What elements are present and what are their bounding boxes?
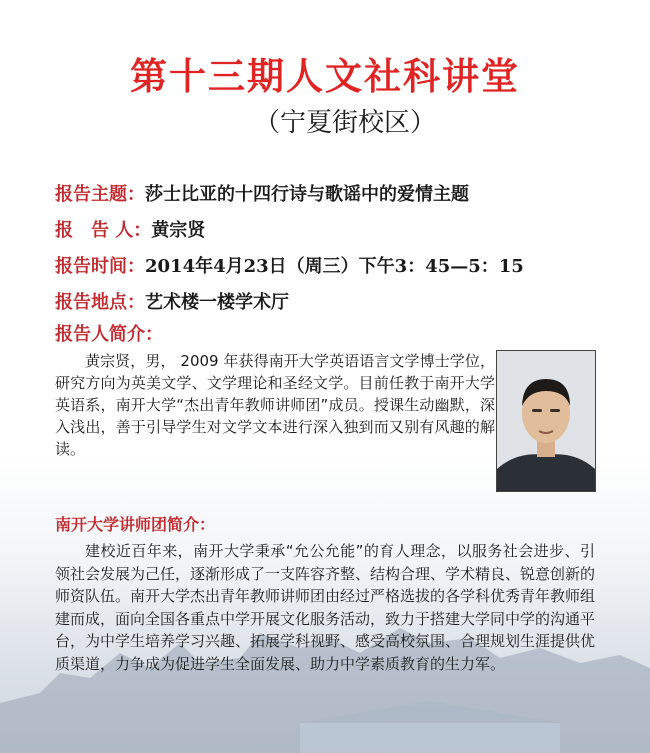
speaker-label: 报 告 人： [55,220,152,241]
bio-text: 黄宗贤，男， 2009 年获得南开大学英语语言文学博士学位，研究方向为英美文学、文学理论和圣经文学。目前任教于南开大学英语系，南开大学“杰出青年教师讲师团”成员。授课生动幽默，深入浅出，善于引导学生对文学文本进行深入独到而又别有风趣的解读。 [55,352,495,458]
topic-value: 莎士比亚的十四行诗与歌谣中的爱情主题 [145,184,469,205]
topic-label: 报告主题： [55,184,145,205]
poster-subtitle: （宁夏街校区） [253,108,436,138]
info-place [55,288,289,314]
info-time [55,252,524,278]
bio-heading: 报告人简介： [55,324,163,345]
speaker-portrait-icon [497,351,595,491]
place-label: 报告地点： [55,292,145,313]
info-topic [55,180,469,206]
team-heading: 南开大学讲师团简介： [55,515,216,534]
poster-title: 第十三期人文社科讲堂 [130,55,520,98]
speaker-photo [496,350,596,492]
team-text: 建校近百年来，南开大学秉承“允公允能”的育人理念，以服务社会进步、引领社会发展为己任，逐渐形成了一支阵容齐整、结构合理、学术精良、锐意创新的师资队伍。南开大学杰出青年教师讲师团由经过严格选拔的各学科优秀青年教师组建而成，面向全国各重点中学开展文化服务活动，致力于搭建大学同中学的沟通平台，为中学生培养学习兴趣、拓展学科视野、感受高校氛围、合理规划生涯提供优质渠道，力争成为促进学生全面发展、助力中学素质教育的生力军。 [55,542,596,673]
info-speaker [55,216,205,242]
speaker-value: 黄宗贤 [151,220,206,241]
time-value: 2014年4月23日（周三）下午3：45—5：15 [145,256,524,277]
place-value: 艺术楼一楼学术厅 [145,292,289,313]
time-label: 报告时间： [55,256,145,277]
